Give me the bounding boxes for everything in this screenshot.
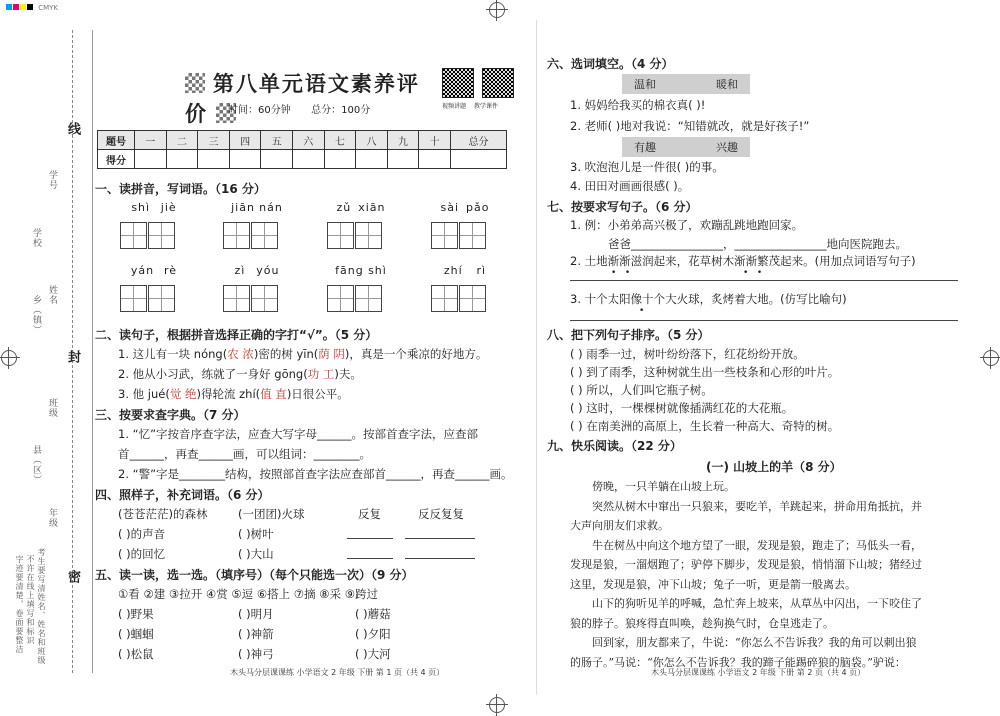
score-cell[interactable] <box>292 150 324 169</box>
char-option[interactable]: 值 <box>260 387 272 401</box>
class-label: 班级 <box>47 398 57 418</box>
binding-solid-line <box>92 30 93 673</box>
score-header-cell: 十 <box>419 131 451 150</box>
pinyin-syllable: sài <box>440 201 460 214</box>
qr-code-icon[interactable] <box>442 68 474 98</box>
s5-blank-item[interactable]: ( )夕阳 <box>355 627 391 641</box>
school-label: 学校 <box>31 228 41 248</box>
s5-blank-item[interactable]: ( )神弓 <box>238 647 274 661</box>
s6-line-4: 4. 田田对画画很感( )。 <box>570 179 690 193</box>
s6-line-2: 2. 老师( )地对我说：“知错就改，就是好孩子!” <box>570 119 810 133</box>
s5-blank-item[interactable]: ( )蘑菇 <box>355 607 391 621</box>
pinyin-label <box>229 264 285 277</box>
text: )夫。 <box>334 367 362 381</box>
binding-dense-char: 密 <box>65 570 80 584</box>
s2-line-3 <box>118 386 349 402</box>
binding-seal-char: 封 <box>65 350 80 364</box>
s7-line-4: 3. 十个太阳像十个大火球，炙烤着大地。(仿写比喻句) <box>570 292 847 306</box>
score-table-header-row <box>98 131 507 150</box>
writing-box[interactable] <box>251 285 278 312</box>
town-label: 乡（镇） <box>31 295 41 335</box>
passage-line: 大声向朋友们求救。 <box>570 519 669 532</box>
answer-blank[interactable] <box>405 558 475 559</box>
pinyin-syllable: zì <box>234 264 246 277</box>
checker-decoration-icon <box>185 73 205 93</box>
score-header-cell: 题号 <box>98 131 135 150</box>
section-1-title: 一、读拼音，写词语。（16 分） <box>95 182 266 196</box>
writing-box-pair <box>120 222 186 248</box>
score-cell[interactable] <box>198 150 230 169</box>
char-option[interactable]: 工 <box>319 367 335 381</box>
writing-box[interactable] <box>120 285 147 312</box>
score-cell[interactable] <box>387 150 419 169</box>
answer-line[interactable] <box>570 320 958 321</box>
writing-box-pair <box>327 222 393 248</box>
answer-line[interactable] <box>570 280 958 281</box>
s2-line-2 <box>118 366 362 382</box>
ordering-item[interactable]: ( ) 雨季一过，树叶纷纷落下，红花纷纷开放。 <box>570 347 805 361</box>
s6-line-3: 3. 吹泡泡儿是一件很( )的事。 <box>570 160 724 174</box>
passage-line: 回到家，朋友都来了，牛说：“你怎么不告诉我？我的角可以刺出狼 <box>592 636 917 649</box>
s6-line-1: 1. 妈妈给我买的棉衣真( )! <box>570 98 706 112</box>
s4-r2c2[interactable]: ( )树叶 <box>238 527 274 541</box>
s7-line-3: 2. 土地渐渐滋润起来，花草树木渐渐繁茂起来。(用加点词语写句子) <box>570 254 916 268</box>
section-6-title: 六、选词填空。（4 分） <box>547 57 674 71</box>
section-5-title: 五、读一读，选一选。（填序号）（每个只能选一次）（9 分） <box>95 568 414 582</box>
ordering-item[interactable]: ( ) 在南美洲的高原上，生长着一种高大、奇特的树。 <box>570 419 840 433</box>
cmyk-color-bar <box>6 4 58 12</box>
county-label: 县（区） <box>31 445 41 485</box>
registration-mark-icon <box>489 697 505 713</box>
binding-notice-1: 考生要写清姓名、姓名和班级 <box>37 548 46 665</box>
s4-r1c1: (苍苍茫茫)的森林 <box>118 507 208 521</box>
char-option[interactable]: 绝 <box>181 387 197 401</box>
writing-box-pair <box>223 285 289 311</box>
qr-block[interactable] <box>442 68 514 110</box>
writing-box[interactable] <box>355 222 382 249</box>
qr-caption-courseware: 教学课件 <box>473 103 498 110</box>
writing-box-pair <box>120 285 186 311</box>
binding-notice-2: 不许在线上填写和标识 <box>26 555 35 645</box>
s3-line-3: 2. “警”字是________结构，按照部首查字法应查部首______，再查______画。 <box>118 467 513 481</box>
pinyin-syllable: fāng <box>335 264 364 277</box>
s4-r1c4: 反反复复 <box>418 507 464 521</box>
word-option[interactable]: 温和 <box>622 74 686 94</box>
qr-caption-video: 视频讲题 <box>442 103 467 110</box>
emphasis-dot-icon: • <box>639 306 645 316</box>
score-header-cell: 总分 <box>450 131 506 150</box>
passage-line: 山下的狗听见羊的呼喊，急忙奔上坡来，从草丛中闪出，一下咬住了 <box>592 597 922 610</box>
text: )密的树 yīn( <box>253 347 319 361</box>
score-header-cell: 四 <box>229 131 261 150</box>
s4-r1c3: 反复 <box>358 507 381 521</box>
writing-box[interactable] <box>120 222 147 249</box>
binding-notice-3: 字迹要清楚，卷面要整洁 <box>15 555 24 654</box>
pinyin-label <box>437 264 493 277</box>
writing-box[interactable] <box>327 222 354 249</box>
ordering-item[interactable]: ( ) 所以，人们叫它瓶子树。 <box>570 383 713 397</box>
score-cell[interactable] <box>324 150 356 169</box>
s5-blank-item[interactable]: ( )蝈蝈 <box>118 627 154 641</box>
section-8-title: 八、把下列句子排序。（5 分） <box>547 328 710 342</box>
writing-box[interactable] <box>148 222 175 249</box>
pinyin-syllable: rì <box>476 264 487 277</box>
footer-right: 木头马分层课课练 小学语文 2 年级 下册 第 2 页（共 4 页） <box>651 668 866 677</box>
score-header-cell: 七 <box>324 131 356 150</box>
section-2-title: 二、读句子，根据拼音选择正确的字打“√”。（5 分） <box>95 328 378 342</box>
s7-line-2: 爸爸________________，________________地向医院跑去。 <box>608 237 907 251</box>
section-7-title: 七、按要求写句子。（6 分） <box>547 200 698 214</box>
ordering-item[interactable]: ( ) 这时，一棵棵树就像插满红花的大花瓶。 <box>570 401 794 415</box>
ordering-item[interactable]: ( ) 到了雨季，这种树就生出一些枝条和心形的叶片。 <box>570 365 840 379</box>
pinyin-syllable: yán <box>130 264 155 277</box>
char-option[interactable]: 农 <box>227 347 239 361</box>
title-block <box>185 68 425 128</box>
s5-blank-item[interactable]: ( )松鼠 <box>118 647 154 661</box>
score-cell[interactable] <box>356 150 388 169</box>
s4-r2c1[interactable]: ( )的声音 <box>118 527 166 541</box>
qr-code-icon[interactable] <box>482 68 514 98</box>
yellow-swatch <box>20 4 26 10</box>
emphasis-dot-icon: • • <box>611 268 631 278</box>
section-9-title: 九、快乐阅读。（22 分） <box>547 439 682 453</box>
footer-left: 木头马分层课课练 小学语文 2 年级 下册 第 1 页（共 4 页） <box>230 668 445 677</box>
char-option[interactable]: 觉 <box>169 387 182 401</box>
registration-mark-icon <box>983 350 999 366</box>
s6-option-box-2 <box>622 137 750 157</box>
word-option[interactable]: 暖和 <box>686 74 750 94</box>
passage-line: 突然从树木中窜出一只狼来，要吃羊，羊跳起来，拼命用角抵抗，并 <box>592 499 922 513</box>
page-divider <box>536 20 537 695</box>
text: 2. 他从小习武，练就了一身好 gōng( <box>118 367 308 381</box>
writing-box[interactable] <box>431 222 458 249</box>
pinyin-label <box>437 201 493 214</box>
section-4-title: 四、照样子，补充词语。（6 分） <box>95 488 270 502</box>
binding-line-char: 线 <box>65 122 80 136</box>
passage-line: 这里，发现是狼，冲下山坡；兔子一听，更是箭一般离去。 <box>570 577 856 591</box>
total-label: 总分：100分 <box>311 105 371 116</box>
score-cell[interactable] <box>419 150 451 169</box>
pinyin-syllable: zhí <box>443 264 463 277</box>
s4-r3c1[interactable]: ( )的回忆 <box>118 547 166 561</box>
writing-box[interactable] <box>223 222 250 249</box>
score-cell[interactable] <box>229 150 261 169</box>
pinyin-label <box>333 201 389 214</box>
pinyin-syllable: shì <box>368 264 387 277</box>
s2-line-1 <box>118 346 487 362</box>
s4-r3c2[interactable]: ( )大山 <box>238 547 274 561</box>
pinyin-syllable: pǎo <box>466 201 490 214</box>
writing-box-pair <box>223 222 289 248</box>
pinyin-syllable: jiè <box>160 201 177 214</box>
score-cell[interactable] <box>450 150 506 169</box>
score-cell[interactable] <box>261 150 293 169</box>
writing-box[interactable] <box>327 285 354 312</box>
char-option[interactable]: 功 <box>307 367 320 381</box>
score-header-cell: 六 <box>292 131 324 150</box>
s6-option-box-1 <box>622 74 750 94</box>
score-header-cell: 三 <box>198 131 230 150</box>
s5-blank-item[interactable]: ( )神箭 <box>238 627 274 641</box>
s3-line-1: 1. “忆”字按音序查字法，应查大写字母______。按部首查字法，应查部 <box>118 427 479 441</box>
score-cell[interactable] <box>135 150 167 169</box>
grade-label: 年级 <box>47 508 57 528</box>
score-header-cell: 五 <box>261 131 293 150</box>
pinyin-label <box>333 264 389 277</box>
registration-mark-icon <box>1 350 17 366</box>
name-label: 姓名 <box>47 285 57 305</box>
answer-blank[interactable] <box>347 558 393 559</box>
registration-mark-icon <box>489 2 505 18</box>
s5-options: ①看 ②建 ③拉开 ④赏 ⑤逗 ⑥搭上 ⑦摘 ⑧采 ⑨跨过 <box>118 587 379 601</box>
emphasis-dot-icon: • • <box>743 268 763 278</box>
score-header-cell: 二 <box>166 131 198 150</box>
text: 1. 这儿有一块 nóng( <box>118 347 228 361</box>
writing-box[interactable] <box>223 285 250 312</box>
cyan-swatch <box>6 4 12 10</box>
pinyin-syllable: xiān <box>358 201 386 214</box>
writing-box[interactable] <box>431 285 458 312</box>
pinyin-label <box>126 264 182 277</box>
section-3-title: 三、按要求查字典。（7 分） <box>95 408 246 422</box>
magenta-swatch <box>13 4 19 10</box>
char-option[interactable]: 直 <box>271 387 287 401</box>
writing-box[interactable] <box>459 285 486 312</box>
score-header-cell: 一 <box>135 131 167 150</box>
s7-line-1: 1. 例：小弟弟高兴极了，欢蹦乱跳地跑回家。 <box>570 218 804 232</box>
score-cell[interactable] <box>166 150 198 169</box>
exam-info <box>228 101 370 116</box>
s5-blank-item[interactable]: ( )明月 <box>238 607 274 621</box>
s4-r1c2: (一团团)火球 <box>238 507 305 521</box>
pinyin-syllable: zǔ <box>336 201 352 214</box>
char-option[interactable]: 浓 <box>238 347 254 361</box>
char-option[interactable]: 阴 <box>329 347 345 361</box>
passage-line: 牛在树丛中向这个地方望了一眼，发现是狼，跑走了；马低头一看， <box>592 538 922 552</box>
score-header-cell: 九 <box>387 131 419 150</box>
passage-line: 傍晚，一只羊躺在山坡上玩。 <box>592 480 735 493</box>
pinyin-label <box>229 201 285 214</box>
writing-box[interactable] <box>355 285 382 312</box>
cmyk-label: CMYK <box>38 4 59 12</box>
passage-line: 发现是狼，一溜烟跑了；驴停下脚步，发现是狼，悄悄溜下山坡；猪经过 <box>570 558 922 571</box>
pinyin-syllable: rè <box>164 264 178 277</box>
text: 3. 他 jué( <box>118 387 170 401</box>
id-label: 学号 <box>47 170 57 190</box>
score-table-score-row <box>98 150 507 169</box>
time-label: 时间：60分钟 <box>228 105 291 116</box>
s5-blank-item[interactable]: ( )大河 <box>355 647 391 661</box>
text: )得轮流 zhí( <box>196 387 261 401</box>
answer-blank[interactable] <box>405 538 475 539</box>
passage-line: 的肠子。”马说：“你怎么不告诉我？我的蹄子能踢碎狼的脑袋。”驴说： <box>570 655 906 669</box>
score-row-label: 得分 <box>98 150 135 169</box>
writing-box-pair <box>431 285 497 311</box>
black-swatch <box>27 4 33 10</box>
s3-line-2: 首______，再查______画，可以组词：________。 <box>118 447 371 461</box>
word-option[interactable]: 有趣 <box>622 137 686 157</box>
reading-subtitle: (一) 山坡上的羊（8 分） <box>706 460 842 474</box>
answer-blank[interactable] <box>347 538 393 539</box>
passage-line: 狼的脖子。狼疼得直叫唤，趁狗换气时，仓皇逃走了。 <box>570 616 834 630</box>
text: )，真是一个乘凉的好地方。 <box>344 347 488 361</box>
word-option[interactable]: 兴趣 <box>686 137 750 157</box>
s5-blank-item[interactable]: ( )野果 <box>118 607 154 621</box>
page-title: 第八单元语文素养评价 <box>185 71 420 126</box>
pinyin-syllable: nán <box>259 201 283 214</box>
writing-box-pair <box>431 222 497 248</box>
writing-box-pair <box>327 285 393 311</box>
char-option[interactable]: 荫 <box>318 347 330 361</box>
pinyin-syllable: jiān <box>231 201 255 214</box>
writing-box[interactable] <box>251 222 278 249</box>
writing-box[interactable] <box>459 222 486 249</box>
pinyin-syllable: shì <box>131 201 151 214</box>
score-header-cell: 八 <box>356 131 388 150</box>
score-table <box>97 130 507 169</box>
text: )日很公平。 <box>286 387 349 401</box>
writing-box[interactable] <box>148 285 175 312</box>
pinyin-syllable: yóu <box>256 264 280 277</box>
pinyin-label <box>126 201 182 214</box>
